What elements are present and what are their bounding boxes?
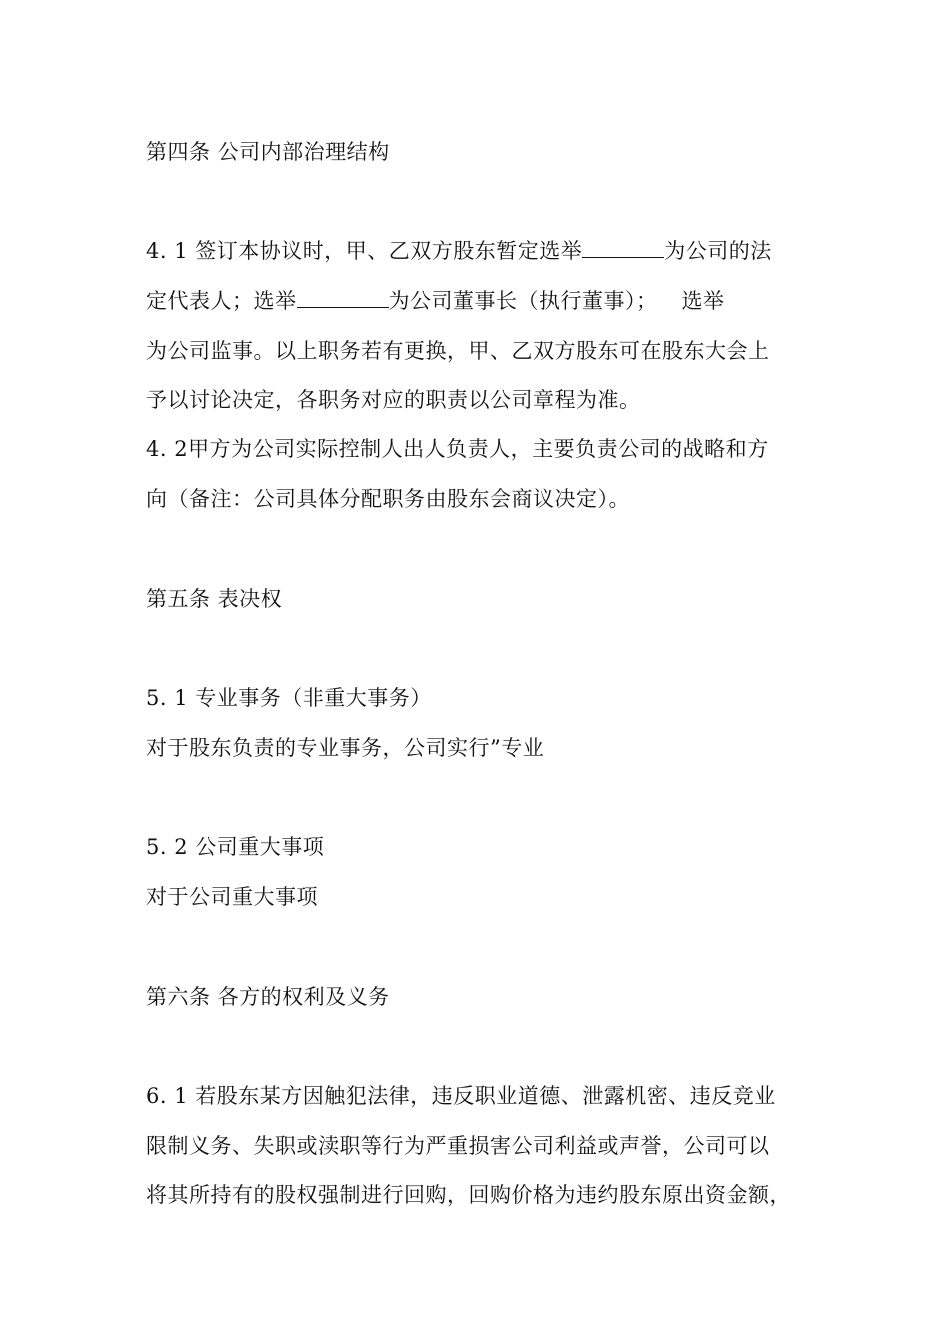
article-5-heading (146, 584, 282, 614)
article-6-heading-text: 第六条 各方的权利及义务 (146, 985, 390, 1009)
clause-4-1-text-b: 为公司的法 (664, 239, 772, 263)
clause-4-1-text-a: 4. 1 签订本协议时，甲、乙双方股东暂定选举 (146, 239, 583, 263)
clause-4-1-line-4 (146, 385, 641, 415)
article-6-heading (146, 982, 390, 1012)
clause-4-2-line-1 (146, 434, 769, 464)
clause-4-2-line-2 (146, 484, 630, 514)
clause-5-1-title-text: 5. 1 专业事务（非重大事务） (146, 686, 432, 710)
clause-6-1-text-c: 将其所持有的股权强制进行回购，回购价格为违约股东原出资金额， (146, 1183, 791, 1207)
clause-4-1-text-g: 予以讨论决定，各职务对应的职责以公司章程为准。 (146, 388, 641, 412)
clause-4-1-text-f: 为公司监事。以上职务若有更换，甲、乙双方股东可在股东大会上 (146, 339, 770, 363)
clause-6-1-line-1 (146, 1081, 776, 1111)
clause-6-1-line-3 (146, 1180, 791, 1210)
clause-4-1-text-c: 定代表人；选举 (146, 289, 297, 313)
legal-representative-blank (582, 237, 664, 258)
clause-4-1-text-d: 为公司董事长（执行董事）； (388, 289, 658, 313)
clause-6-1-text-a: 6. 1 若股东某方因触犯法律，违反职业道德、泄露机密、违反竞业 (146, 1084, 776, 1108)
clause-4-2-text-b: 向（备注：公司具体分配职务由股东会商议决定）。 (146, 487, 630, 511)
clause-6-1-line-2 (146, 1131, 770, 1161)
clause-5-2-body-text: 对于公司重大事项 (146, 885, 318, 909)
clause-4-1-line-1 (146, 236, 772, 266)
clause-5-1-body (146, 733, 544, 763)
clause-5-1-title (146, 683, 432, 713)
chairman-blank (297, 287, 389, 308)
article-5-heading-text: 第五条 表决权 (146, 587, 283, 611)
clause-5-2-title-text: 5. 2 公司重大事项 (146, 835, 325, 859)
clause-4-1-line-2 (146, 286, 725, 316)
clause-5-2-title (146, 832, 324, 862)
article-4-heading (146, 137, 390, 167)
clause-5-1-body-text: 对于股东负责的专业事务，公司实行”专业 (146, 736, 545, 760)
clause-4-1-text-e: 选举 (681, 289, 725, 313)
clause-4-2-text-a: 4. 2甲方为公司实际控制人出人负责人，主要负责公司的战略和方 (146, 437, 769, 461)
clause-6-1-text-b: 限制义务、失职或渎职等行为严重损害公司利益或声誉，公司可以 (146, 1134, 770, 1158)
clause-4-1-line-3 (146, 336, 770, 366)
clause-5-2-body (146, 882, 318, 912)
article-4-heading-text: 第四条 公司内部治理结构 (146, 140, 390, 164)
